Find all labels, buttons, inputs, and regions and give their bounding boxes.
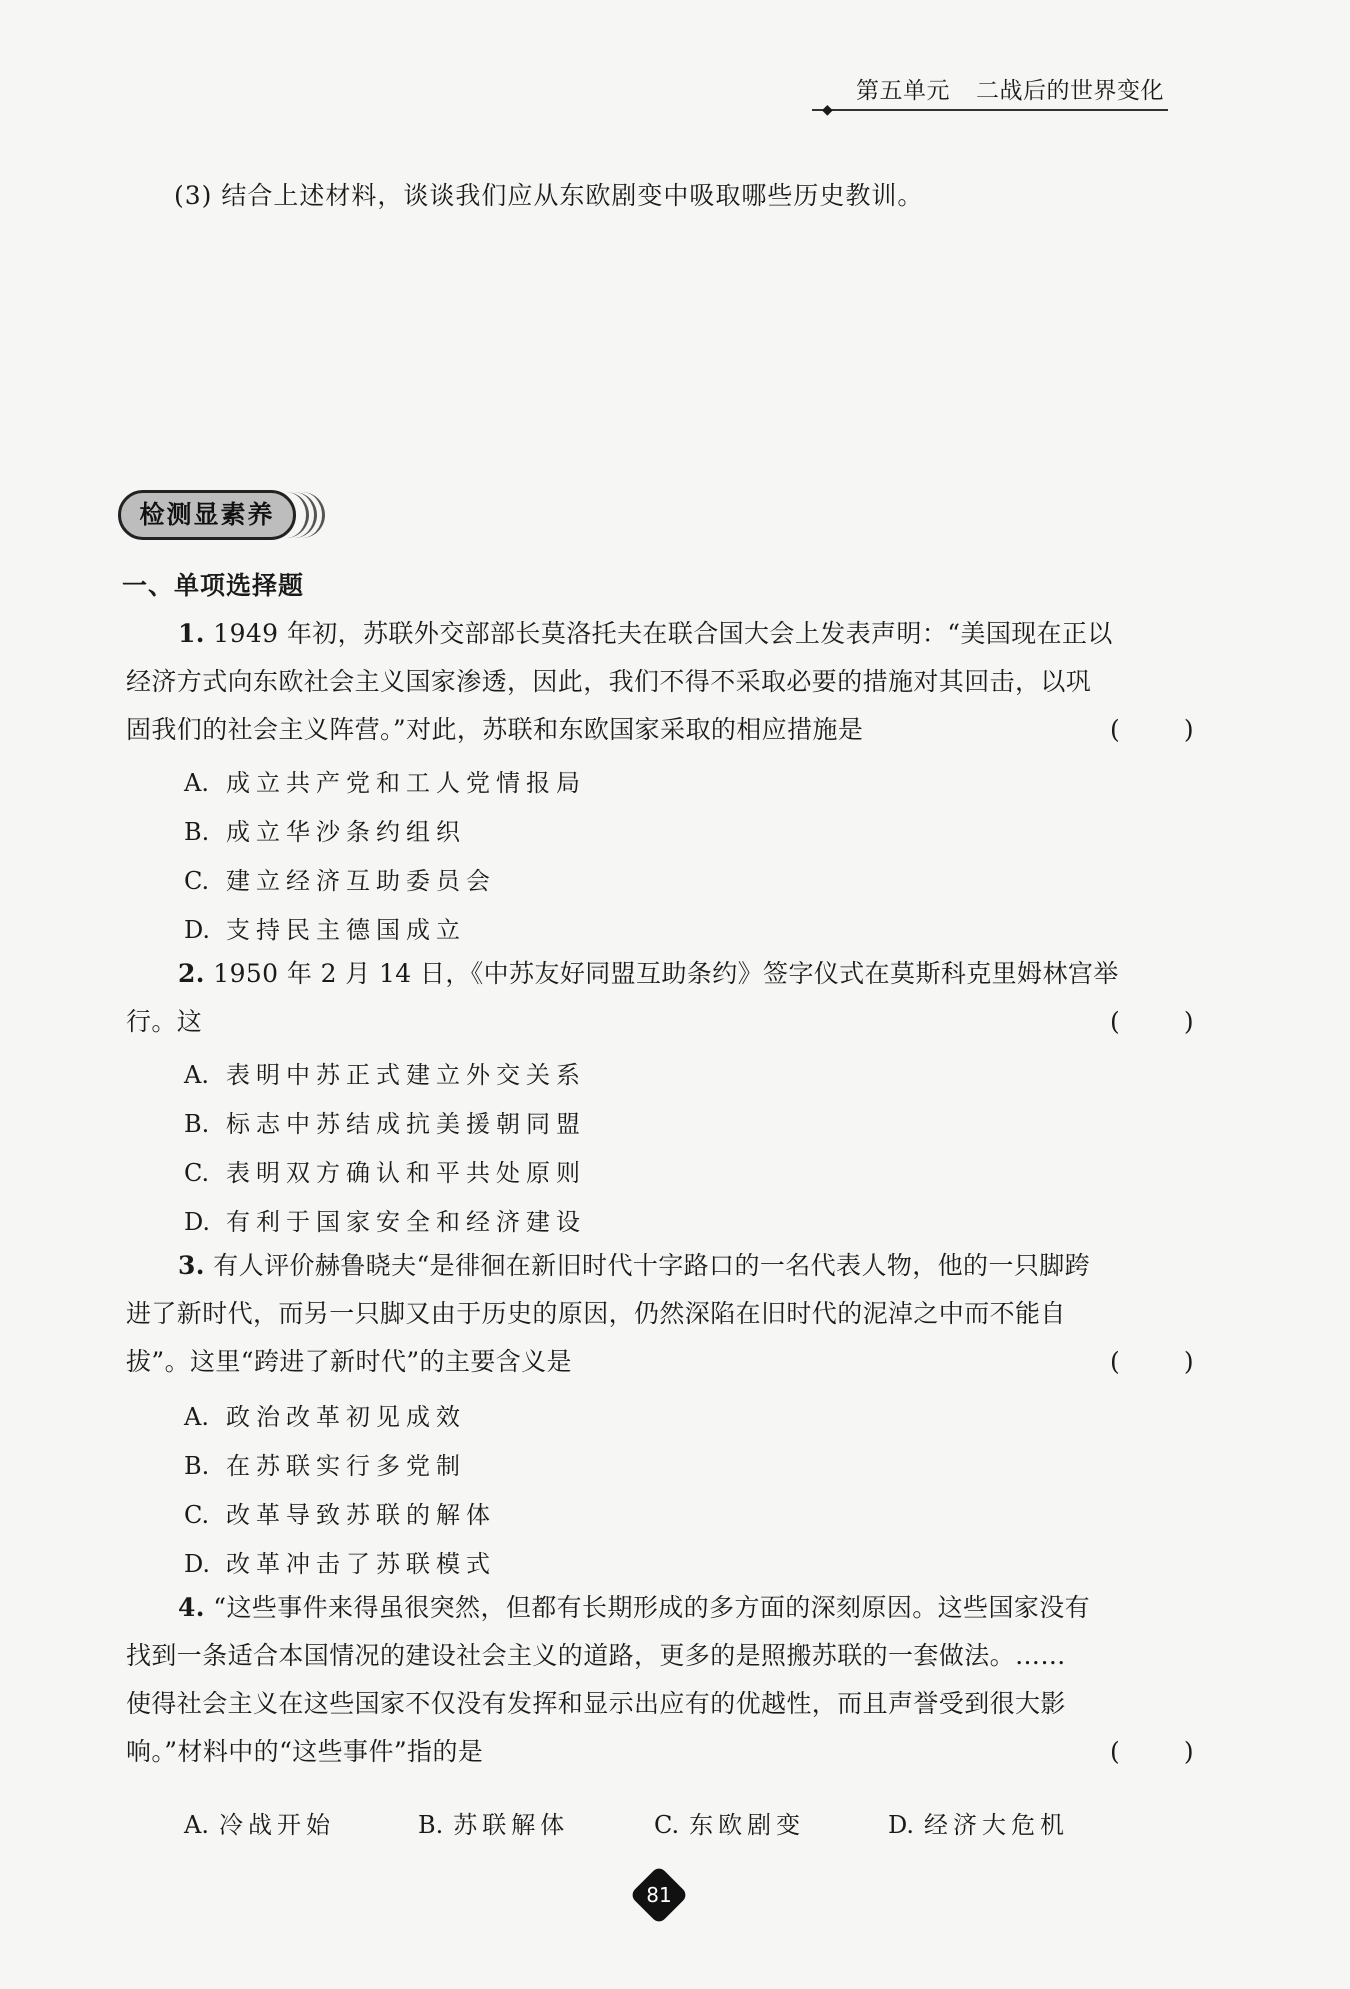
option-d[interactable]: D. 支持民主德国成立 — [184, 916, 466, 944]
question-line: 使得社会主义在这些国家不仅没有发挥和显示出应有的优越性，而且声誉受到很大影 — [126, 1689, 1066, 1718]
question-number: 1. — [178, 619, 205, 648]
option-b[interactable]: B. 标志中苏结成抗美援朝同盟 — [184, 1110, 586, 1138]
answer-bracket[interactable]: ( ) — [1110, 1737, 1194, 1766]
question-4-stem — [126, 1584, 1194, 1776]
option-d[interactable]: D. 改革冲击了苏联模式 — [184, 1550, 496, 1578]
question-line: 3. 有人评价赫鲁晓夫“是徘徊在新旧时代十字路口的一名代表人物，他的一只脚跨 — [178, 1251, 1091, 1280]
question-line: 响。”材料中的“这些事件”指的是 ( ) — [126, 1728, 1194, 1776]
unit-label: 第五单元 — [856, 78, 950, 104]
question-line: 行。这 ( ) — [126, 998, 1194, 1046]
question-line: 固我们的社会主义阵营。”对此，苏联和东欧国家采取的相应措施是 ( ) — [126, 706, 1194, 754]
diamond-bullet-icon: ◆ — [822, 102, 834, 118]
question-part-3: (3) 结合上述材料，谈谈我们应从东欧剧变中吸取哪些历史教训。 — [174, 181, 924, 210]
running-head — [812, 72, 1168, 118]
question-line: 找到一条适合本国情况的建设社会主义的道路，更多的是照搬苏联的一套做法。…… — [126, 1641, 1066, 1670]
option-a[interactable]: A. 表明中苏正式建立外交关系 — [184, 1061, 586, 1089]
answer-bracket[interactable]: ( ) — [1110, 1007, 1194, 1036]
section-heading: 一、单项选择题 — [122, 571, 305, 600]
option-c[interactable]: C. 建立经济互助委员会 — [184, 867, 496, 895]
option-d[interactable]: D. 经济大危机 — [888, 1811, 1070, 1839]
option-a[interactable]: A. 政治改革初见成效 — [184, 1403, 466, 1431]
option-c[interactable]: C. 改革导致苏联的解体 — [184, 1501, 496, 1529]
option-c[interactable]: C. 东欧剧变 — [654, 1811, 806, 1839]
question-line: 2. 1950 年 2 月 14 日，《中苏友好同盟互助条约》签字仪式在莫斯科克里姆林宫举 — [178, 959, 1119, 988]
question-line: 1. 1949 年初，苏联外交部部长莫洛托夫在联合国大会上发表声明：“美国现在正以 — [178, 619, 1113, 648]
option-b[interactable]: B. 成立华沙条约组织 — [184, 818, 466, 846]
option-c[interactable]: C. 表明双方确认和平共处原则 — [184, 1159, 586, 1187]
question-2-stem — [126, 950, 1194, 1046]
unit-title: 二战后的世界变化 — [976, 78, 1164, 104]
question-3-stem — [126, 1242, 1194, 1386]
answer-bracket[interactable]: ( ) — [1110, 715, 1194, 744]
question-line: 经济方式向东欧社会主义国家渗透，因此，我们不得不采取必要的措施对其回击，以巩 — [126, 667, 1092, 696]
question-line: 4. “这些事件来得虽很突然，但都有长期形成的多方面的深刻原因。这些国家没有 — [178, 1593, 1091, 1622]
section-tab-label: 检测显素养 — [139, 500, 275, 529]
page-number-badge — [632, 1868, 686, 1922]
question-line: 拔”。这里“跨进了新时代”的主要含义是 ( ) — [126, 1338, 1194, 1386]
option-a[interactable]: A. 成立共产党和工人党情报局 — [184, 769, 586, 797]
option-b[interactable]: B. 苏联解体 — [418, 1811, 570, 1839]
option-a[interactable]: A. 冷战开始 — [184, 1811, 335, 1839]
page-number: 81 — [646, 1883, 672, 1907]
question-number: 4. — [178, 1593, 205, 1622]
question-number: 3. — [178, 1251, 205, 1280]
option-b[interactable]: B. 在苏联实行多党制 — [184, 1452, 466, 1480]
question-number: 2. — [178, 959, 205, 988]
question-1-stem — [126, 610, 1194, 754]
option-d[interactable]: D. 有利于国家安全和经济建设 — [184, 1208, 586, 1236]
answer-bracket[interactable]: ( ) — [1110, 1347, 1194, 1376]
question-line: 进了新时代，而另一只脚又由于历史的原因，仍然深陷在旧时代的泥淖之中而不能自 — [126, 1299, 1066, 1328]
section-tab — [118, 490, 338, 546]
